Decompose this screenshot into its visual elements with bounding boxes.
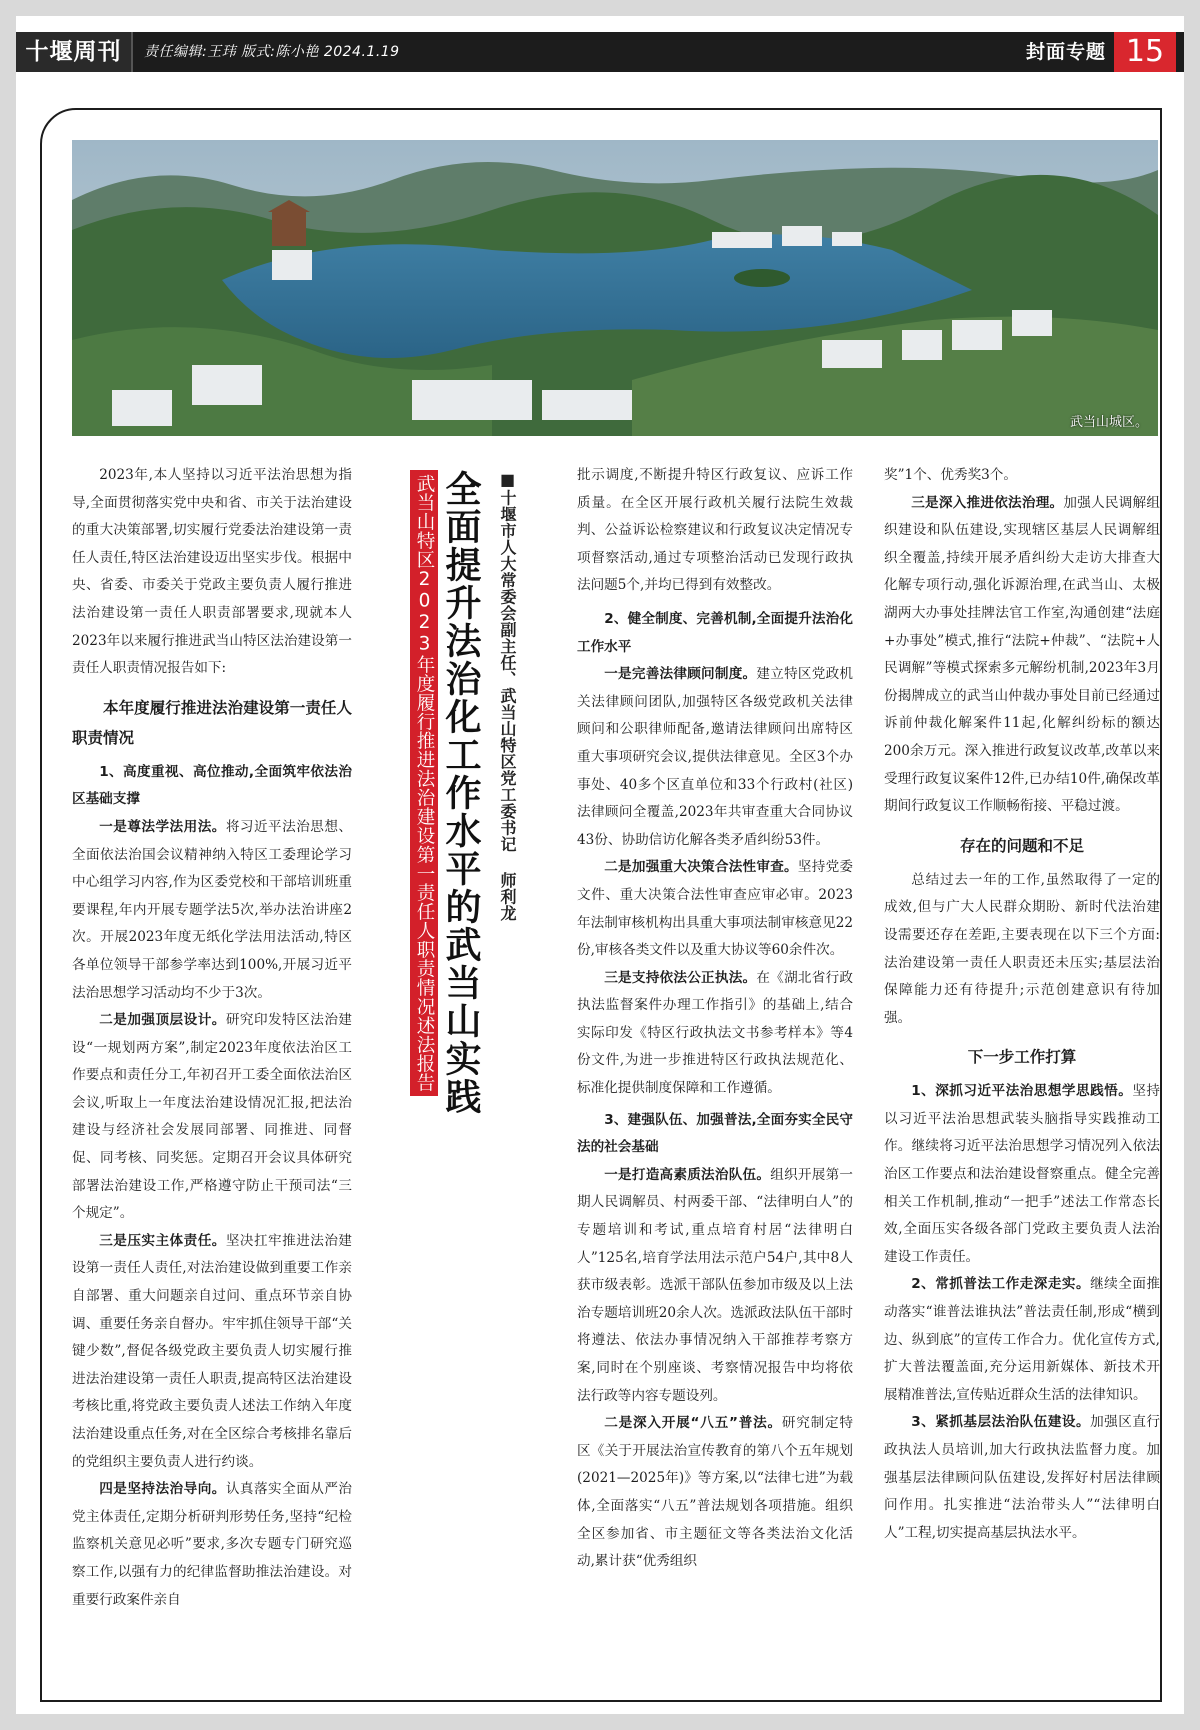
- paragraph: [577, 1162, 853, 1410]
- subheading-2: 2、健全制度、完善机制,全面提升法治化工作水平: [577, 610, 853, 655]
- keyword: 三是支持依法公正执法。: [604, 969, 757, 986]
- paragraph: [577, 661, 853, 854]
- paragraph: 总结过去一年的工作,虽然取得了一定的成效,但与广大人民群众期盼、新时代法治建设需要还存在差距,主要表现在以下三个方面:法治建设第一责任人职责还未压实;基层法治保障能力还有待提升;示范创建意识有待加强。: [884, 871, 1160, 1026]
- paragraph-text: 加强人民调解组织建设和队伍建设,实现辖区基层人民调解组织全覆盖,持续开展矛盾纠纷大走访大排查大化解专项行动,强化诉源治理,在武当山、太极湖两大办事处挂牌法官工作室,沟通创建“法庭+办事处”模式,推行“法院+仲裁”、“法院+人民调解”等模式探索多元解纷机制,2023年3月份揭牌成立的武当山仲裁办事处目前已经通过诉前仲裁化解案件11起,化解纠纷标的额达200余万元。深入推进行政复议改革,改革以来受理行政复议案件12件,已办结10件,确保改革期间行政复议工作顺畅衔接、平稳过渡。: [884, 494, 1160, 815]
- keyword: 三是压实主体责任。: [99, 1232, 226, 1249]
- paragraph-text: 将习近平法治思想、全面依法治国会议精神纳入特区工委理论学习中心组学习内容,作为区委党校和干部培训班重要课程,年内开展专题学法5次,举办法治讲座2次。开展2023年度无纸化学法用法活动,特区各单位领导干部参学率达到100%,开展习近平法治思想学习活动均不少于3次。: [72, 818, 352, 1001]
- article-title: 全面提升法治化工作水平的武当山实践: [440, 470, 481, 1116]
- paragraph: [884, 1409, 1160, 1547]
- subheading-1: 1、高度重视、高位推动,全面筑牢依法治区基础支撑: [72, 763, 352, 808]
- paragraph-text: 在《湖北省行政执法监督案件办理工作指引》的基础上,结合实际印发《特区行政执法文书参考样本》等4份文件,为进一步推进特区行政执法规范化、标准化提供制度保障和工作遵循。: [577, 969, 853, 1097]
- intro-paragraph: 2023年,本人坚持以习近平法治思想为指导,全面贯彻落实党中央和省、市关于法治建设的重大决策部署,切实履行党委法治建设第一责任人责任,特区法治建设迈出坚实步伐。根据中央、省委、市委关于党政主要负责人履行推进法治建设第一责任人职责部署要求,现就本人2023年以来履行推进武当山特区法治建设第一责任人职责情况报告如下:: [72, 467, 352, 677]
- paragraph-text: 坚持党委文件、重大决策合法性审查应审必审。2023年法制审核机构出具重大事项法制审核意见22份,审核各类文件以及重大协议等60余件次。: [577, 859, 853, 959]
- keyword: 一是完善法律顾问制度。: [604, 666, 757, 683]
- keyword: 二是深入开展“八五”普法。: [604, 1415, 782, 1432]
- paragraph-text: 组织开展第一期人民调解员、村两委干部、“法律明白人”的专题培训和考试,重点培育村居“法律明白人”125名,培育学法用法示范户54户,其中8人获市级表彰。选派干部队伍参加市级及以上法治专题培训班20余人次。选派政法队伍干部时将遵法、依法办事情况纳入干部推荐考察方案,同时在个别座谈、考察情况报告中均将依法行政等内容专题设列。: [577, 1166, 853, 1404]
- paragraph: [72, 1228, 352, 1476]
- subheading-3: 3、建强队伍、加强普法,全面夯实全民守法的社会基础: [577, 1111, 853, 1156]
- paragraph: [884, 490, 1160, 821]
- keyword: 二是加强顶层设计。: [99, 1012, 226, 1029]
- paragraph-text: 继续全面推动落实“谁普法谁执法”普法责任制,形成“横到边、纵到底”的宣传工作合力。优化宣传方式,扩大普法覆盖面,充分运用新媒体、新技术开展精准普法,宣传贴近群众生活的法律知识。: [884, 1276, 1160, 1403]
- paragraph: 奖”1个、优秀奖3个。: [884, 467, 1017, 483]
- paragraph-text: 坚决扛牢推进法治建设第一责任人责任,对法治建设做到重要工作亲自部署、重大问题亲自过问、重点环节亲自协调、重要任务亲自督办。牢牢抓住领导干部“关键少数”,督促各级党政主要负责人切实履行推进法治建设第一责任人职责,提高特区法治建设考核比重,将党政主要负责人述法工作纳入年度法治建设重点任务,对在全区综合考核排名靠后的党组织主要负责人进行约谈。: [72, 1232, 352, 1470]
- paragraph: [884, 1078, 1160, 1271]
- paragraph: [577, 854, 853, 964]
- paragraph: [577, 1410, 853, 1576]
- keyword: 二是加强重大决策合法性审查。: [604, 859, 798, 876]
- paragraph: [72, 814, 352, 1007]
- city-photo: [72, 140, 1158, 436]
- paragraph-text: 研究制定特区《关于开展法治宣传教育的第八个五年规划(2021—2025年)》等方案,以“法律七进”为载体,全面落实“八五”普法规划各项措施。组织全区参加省、市主题征文等各类法治文化活动,累计获“优秀组织: [577, 1415, 853, 1570]
- keyword: 三是深入推进依法治理。: [911, 494, 1064, 511]
- header-bar: [16, 32, 1184, 72]
- keyword: 四是坚持法治导向。: [99, 1481, 226, 1498]
- article-author: ■十堰市人大常委会副主任、武当山特区党工委书记 师利龙: [498, 470, 517, 922]
- section-heading-problems: 存在的问题和不足: [959, 836, 1084, 855]
- paragraph: [884, 1271, 1160, 1409]
- paragraph-text: 研究印发特区法治建设“一规划两方案”,制定2023年度依法治区工作要点和责任分工,年初召开工委全面依法治区会议,听取上一年度法治建设情况汇报,把法治建设与经济社会发展同部署、同推进、同督促、同考核、同奖惩。定期召开会议具体研究部署法治建设工作,严格遵守防止干预司法“三个规定”。: [72, 1012, 352, 1222]
- paragraph-text: 坚持以习近平法治思想武装头脑指导实践推动工作。继续将习近平法治思想学习情况列入依法治区工作要点和法治建设督察重点。健全完善相关工作机制,推动“一把手”述法工作常态长效,全面压实各级各部门党政主要负责人法治建设工作责任。: [884, 1083, 1160, 1265]
- page-number: 15: [1114, 32, 1176, 72]
- photo-illustration: [72, 140, 1158, 436]
- keyword: 3、紧抓基层法治队伍建设。: [911, 1414, 1091, 1431]
- article-subtitle: 武当山特区2023年度履行推进法治建设第一责任人职责情况述法报告: [410, 470, 438, 1096]
- keyword: 1、深抓习近平法治思想学思践悟。: [911, 1083, 1133, 1100]
- photo-caption: 武当山城区。: [1069, 415, 1148, 430]
- article-column-1: [72, 462, 352, 1692]
- masthead-logo: 十堰周刊: [16, 32, 133, 72]
- keyword: 一是尊法学法用法。: [99, 818, 226, 835]
- section-title: 封面专题: [1025, 41, 1106, 63]
- article-column-3: [884, 462, 1160, 1692]
- editor-line: 责任编辑:王玮 版式:陈小艳 2024.1.19: [144, 44, 400, 60]
- paragraph-text: 认真落实全面从严治党主体责任,定期分析研判形势任务,坚持“纪检监察机关意见必听”要求,多次专题专门研究巡察工作,以强有力的纪律监督助推法治建设。对重要行政案件亲自: [72, 1481, 352, 1608]
- paragraph: [577, 965, 853, 1103]
- keyword: 2、常抓普法工作走深走实。: [911, 1276, 1091, 1293]
- section-heading-duties: 本年度履行推进法治建设第一责任人职责情况: [72, 698, 352, 747]
- article-column-2: [577, 462, 853, 1692]
- keyword: 一是打造高素质法治队伍。: [604, 1166, 771, 1183]
- paragraph-text: 加强区直行政执法人员培训,加大行政执法监督力度。加强基层法律顾问队伍建设,发挥好村居法律顾问作用。扎实推进“法治带头人”“法律明白人”工程,切实提高基层执法水平。: [884, 1414, 1160, 1541]
- section-heading-next-steps: 下一步工作打算: [967, 1048, 1077, 1067]
- paragraph-text: 建立特区党政机关法律顾问团队,加强特区各级党政机关法律顾问和公职律师配备,邀请法律顾问出席特区重大事项研究会议,提供法律意见。全区3个办事处、40多个区直单位和33个行政村(社区)法律顾问全覆盖,2023年共审查重大合同协议43份、协助信访化解各类矛盾纠纷53件。: [577, 666, 853, 848]
- paragraph: 批示调度,不断提升特区行政复议、应诉工作质量。在全区开展行政机关履行法院生效裁判、公益诉讼检察建议和行政复议决定情况专项督察活动,通过专项整治活动已发现行政执法问题5个,并均已得到有效整改。: [577, 467, 853, 594]
- paragraph: [72, 1007, 352, 1228]
- paragraph: [72, 1476, 352, 1614]
